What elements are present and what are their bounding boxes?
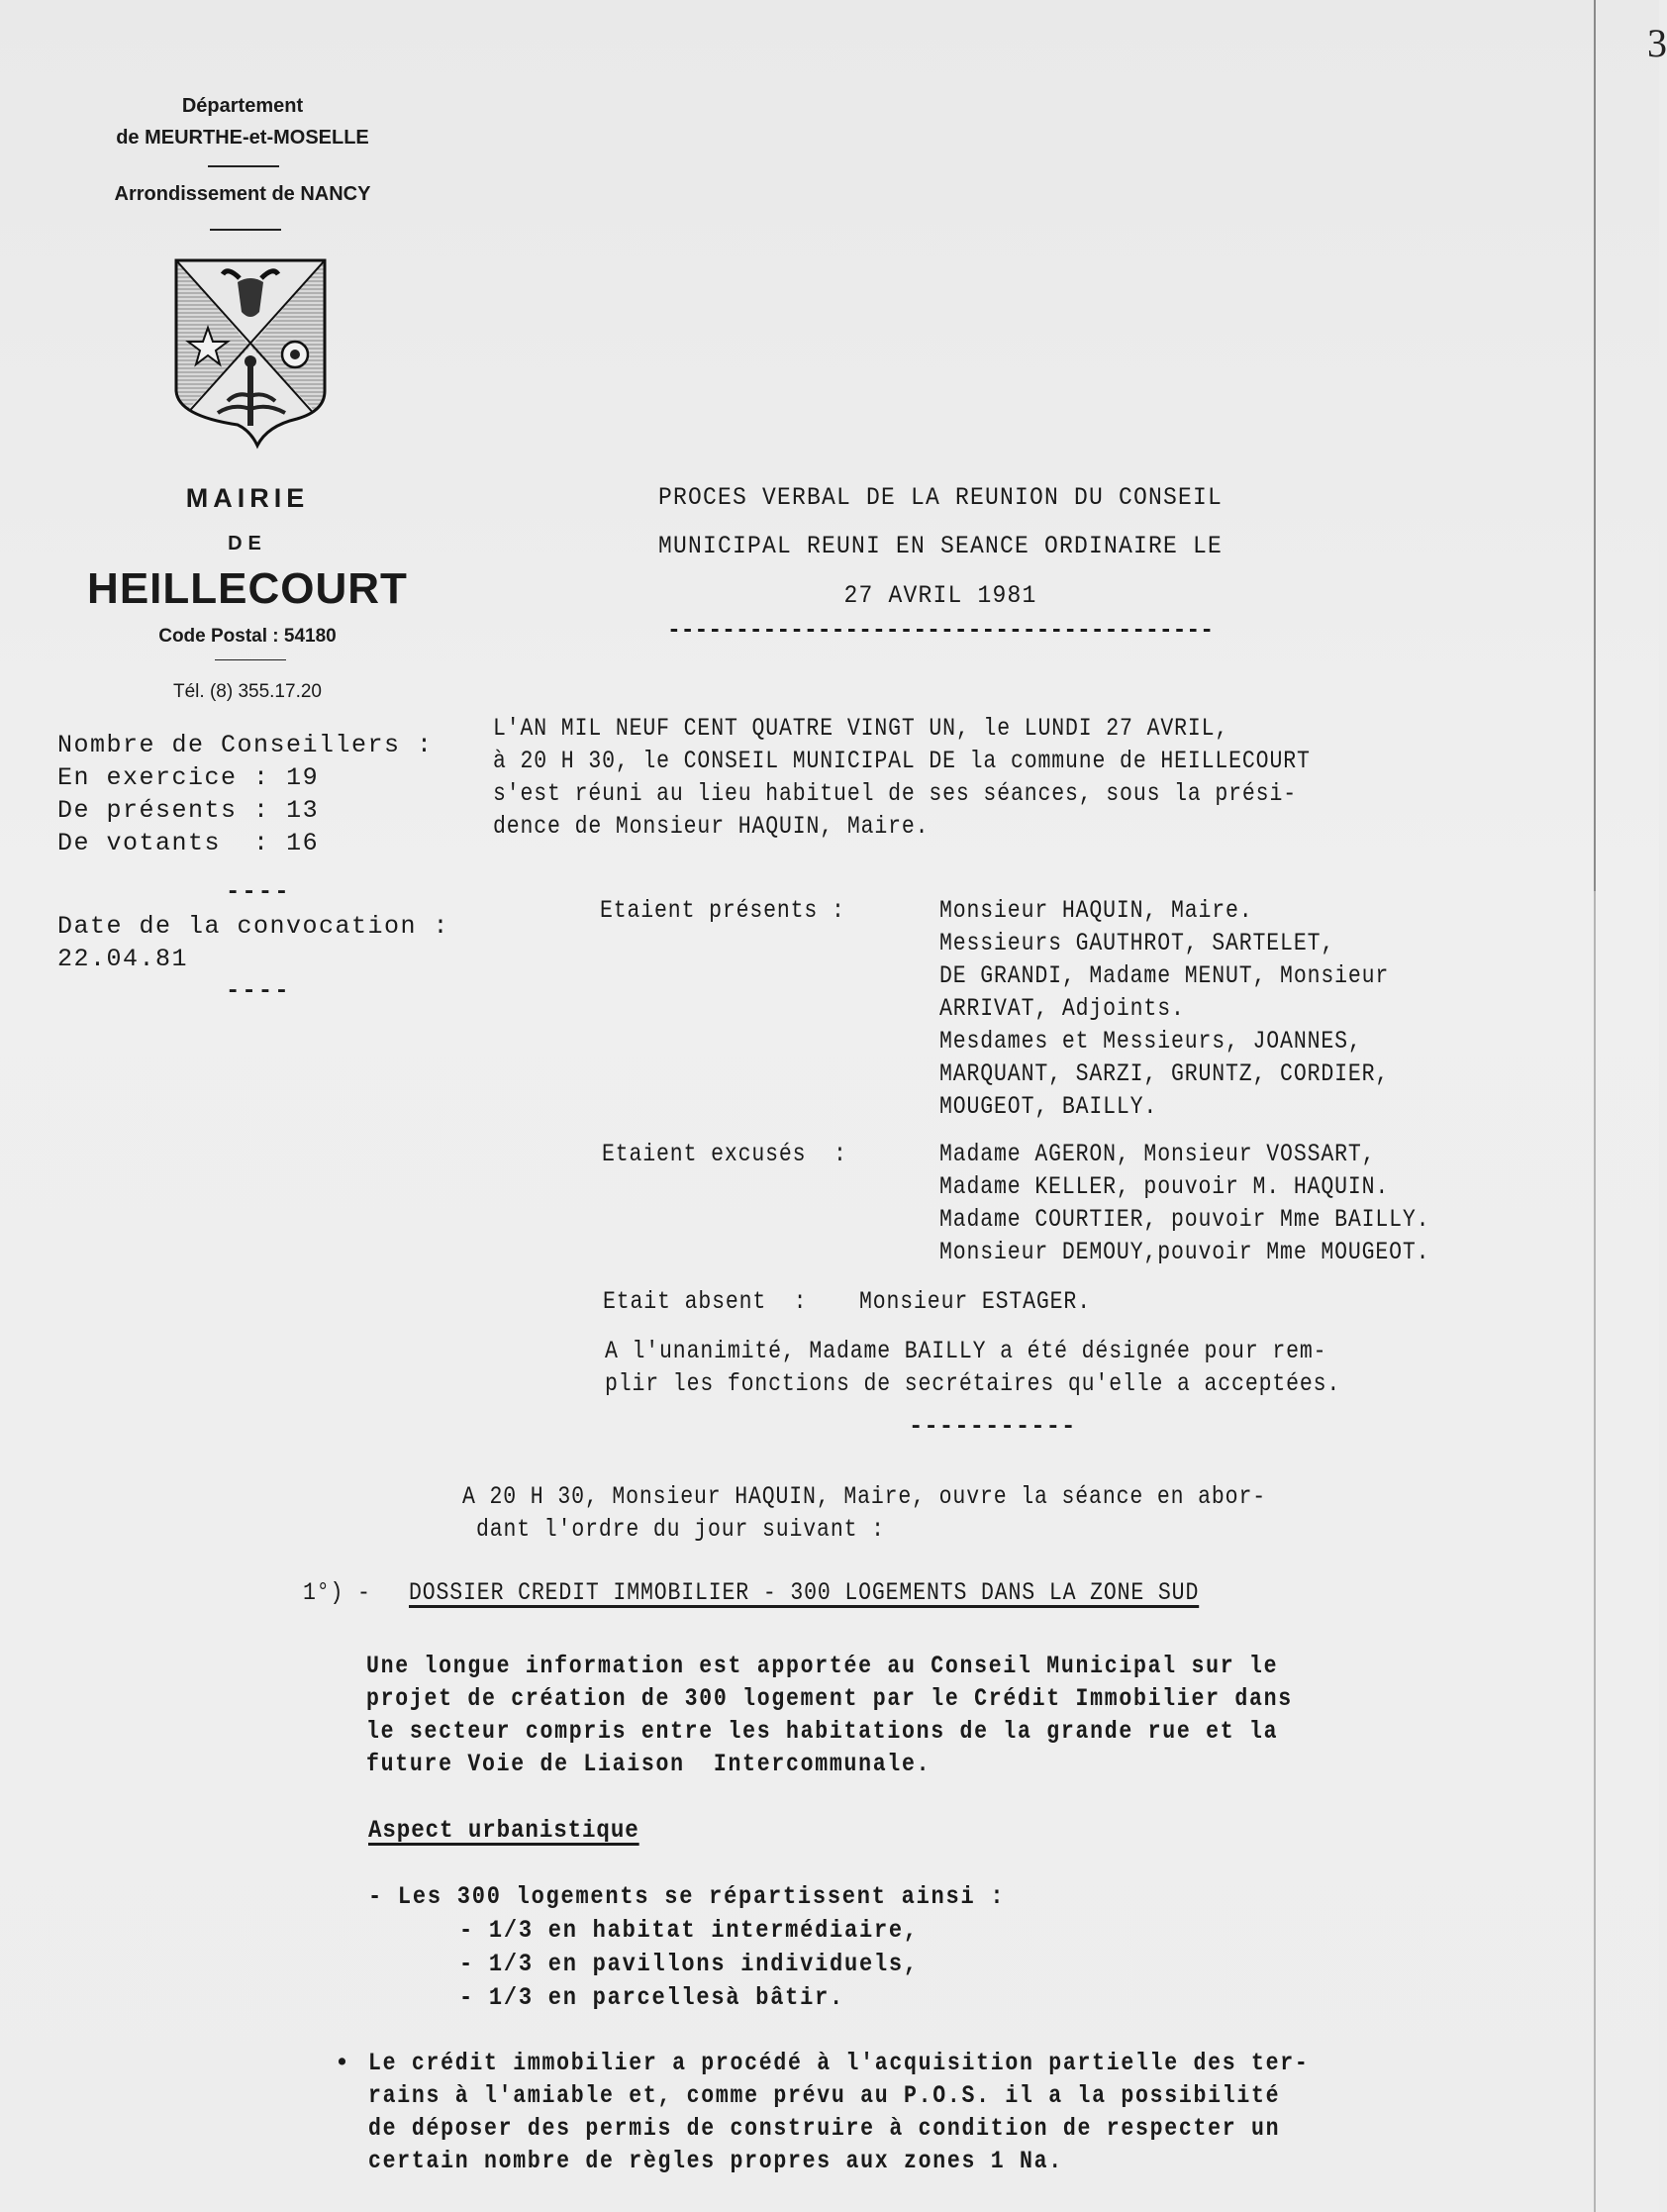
title-line-2: MUNICIPAL REUNI EN SEANCE ORDINAIRE LE: [658, 532, 1223, 560]
secretary-line: A l'unanimité, Madame BAILLY a été désignée pour rem-: [605, 1337, 1327, 1365]
intro-line: s'est réuni au lieu habituel de ses séances, sous la prési-: [493, 779, 1297, 808]
present-line: DE GRANDI, Madame MENUT, Monsieur: [939, 961, 1390, 990]
page-number: 3: [1647, 21, 1667, 65]
page-edge-line: [1594, 0, 1596, 891]
opening-line: A 20 H 30, Monsieur HAQUIN, Maire, ouvre la séance en abor-: [462, 1482, 1266, 1511]
count-label: De votants :: [57, 829, 270, 857]
present-label: Etaient présents :: [600, 896, 845, 925]
excused-line: Madame KELLER, pouvoir M. HAQUIN.: [939, 1172, 1390, 1201]
item-paragraph-line: Une longue information est apportée au Conseil Municipal sur le: [366, 1652, 1279, 1680]
bullet-icon: •: [335, 2049, 351, 2077]
excused-line: Madame AGERON, Monsieur VOSSART,: [939, 1140, 1376, 1168]
de-label: DE: [228, 533, 267, 554]
sidebar-separator: ----: [226, 879, 291, 906]
absent-name: Monsieur ESTAGER.: [859, 1287, 1091, 1316]
count-value: 19: [286, 763, 320, 792]
secretary-line: plir les fonctions de secrétaires qu'elle a acceptées.: [605, 1369, 1341, 1398]
title-line-1: PROCES VERBAL DE LA REUNION DU CONSEIL: [658, 483, 1223, 512]
present-line: ARRIVAT, Adjoints.: [939, 994, 1185, 1023]
absent-label: Etait absent :: [603, 1287, 808, 1316]
breakdown-intro: - Les 300 logements se répartissent ainsi :: [368, 1882, 1006, 1911]
commune-name: HEILLECOURT: [87, 564, 408, 613]
department-label: Département: [181, 95, 304, 117]
count-label: En exercice :: [57, 763, 270, 792]
letterhead-rule: [210, 229, 281, 231]
breakdown-item: - 1/3 en parcellesà bâtir.: [459, 1983, 845, 2012]
convocation-date: 22.04.81: [57, 945, 189, 973]
mairie-label: MAIRIE: [185, 483, 310, 513]
intro-line: dence de Monsieur HAQUIN, Maire.: [493, 812, 930, 841]
opening-line: dant l'ordre du jour suivant :: [476, 1515, 885, 1544]
count-row-in-office: [57, 763, 319, 792]
count-value: 13: [286, 796, 320, 825]
present-line: Mesdames et Messieurs, JOANNES,: [939, 1027, 1362, 1056]
bullet-line: Le crédit immobilier a procédé à l'acquisition partielle des ter-: [368, 2049, 1310, 2077]
section-separator: -----------: [909, 1414, 1077, 1441]
count-label: De présents :: [57, 796, 270, 825]
excused-line: Monsieur DEMOUY,pouvoir Mme MOUGEOT.: [939, 1238, 1430, 1266]
item-paragraph-line: projet de création de 300 logement par le Crédit Immobilier dans: [366, 1684, 1293, 1713]
title-rule: ----------------------------------------: [666, 616, 1215, 645]
convocation-label: Date de la convocation :: [57, 912, 450, 941]
bullet-line: de déposer des permis de construire à condition de respecter un: [368, 2114, 1281, 2143]
counts-heading: Nombre de Conseillers :: [57, 731, 434, 759]
present-line: MOUGEOT, BAILLY.: [939, 1092, 1158, 1121]
arrondissement: Arrondissement de NANCY: [114, 183, 371, 205]
present-line: Messieurs GAUTHROT, SARTELET,: [939, 929, 1335, 957]
breakdown-item: - 1/3 en pavillons individuels,: [459, 1950, 919, 1978]
letterhead-rule: [208, 165, 279, 167]
postal-code: Code Postal : 54180: [158, 626, 337, 647]
intro-line: à 20 H 30, le CONSEIL MUNICIPAL DE la commune de HEILLECOURT: [493, 747, 1311, 775]
sidebar-separator: ----: [226, 978, 291, 1005]
intro-line: L'AN MIL NEUF CENT QUATRE VINGT UN, le LUNDI 27 AVRIL,: [493, 714, 1229, 743]
present-line: MARQUANT, SARZI, GRUNTZ, CORDIER,: [939, 1059, 1390, 1088]
count-row-present: [57, 796, 319, 825]
subheading: Aspect urbanistique: [368, 1816, 639, 1845]
item-number: 1°) -: [303, 1578, 371, 1607]
letterhead-rule: [215, 659, 286, 660]
item-paragraph-line: le secteur compris entre les habitations de la grande rue et la: [366, 1717, 1279, 1746]
item-paragraph-line: future Voie de Liaison Intercommunale.: [366, 1750, 932, 1778]
excused-label: Etaient excusés :: [602, 1140, 847, 1168]
bullet-line: certain nombre de règles propres aux zones 1 Na.: [368, 2147, 1063, 2175]
count-value: 16: [286, 829, 320, 857]
page-edge-line-lower: [1594, 891, 1596, 2212]
item-heading: DOSSIER CREDIT IMMOBILIER - 300 LOGEMENTS DANS LA ZONE SUD: [409, 1578, 1200, 1607]
coat-of-arms-icon: [168, 252, 333, 455]
title-line-3: 27 AVRIL 1981: [843, 581, 1037, 610]
excused-line: Madame COURTIER, pouvoir Mme BAILLY.: [939, 1205, 1430, 1234]
breakdown-item: - 1/3 en habitat intermédiaire,: [459, 1916, 919, 1945]
bullet-line: rains à l'amiable et, comme prévu au P.O.S. il a la possibilité: [368, 2081, 1281, 2110]
count-row-voting: [57, 829, 319, 857]
department-name: de MEURTHE-et-MOSELLE: [116, 127, 369, 149]
telephone: Tél. (8) 355.17.20: [173, 681, 322, 702]
present-line: Monsieur HAQUIN, Maire.: [939, 896, 1253, 925]
